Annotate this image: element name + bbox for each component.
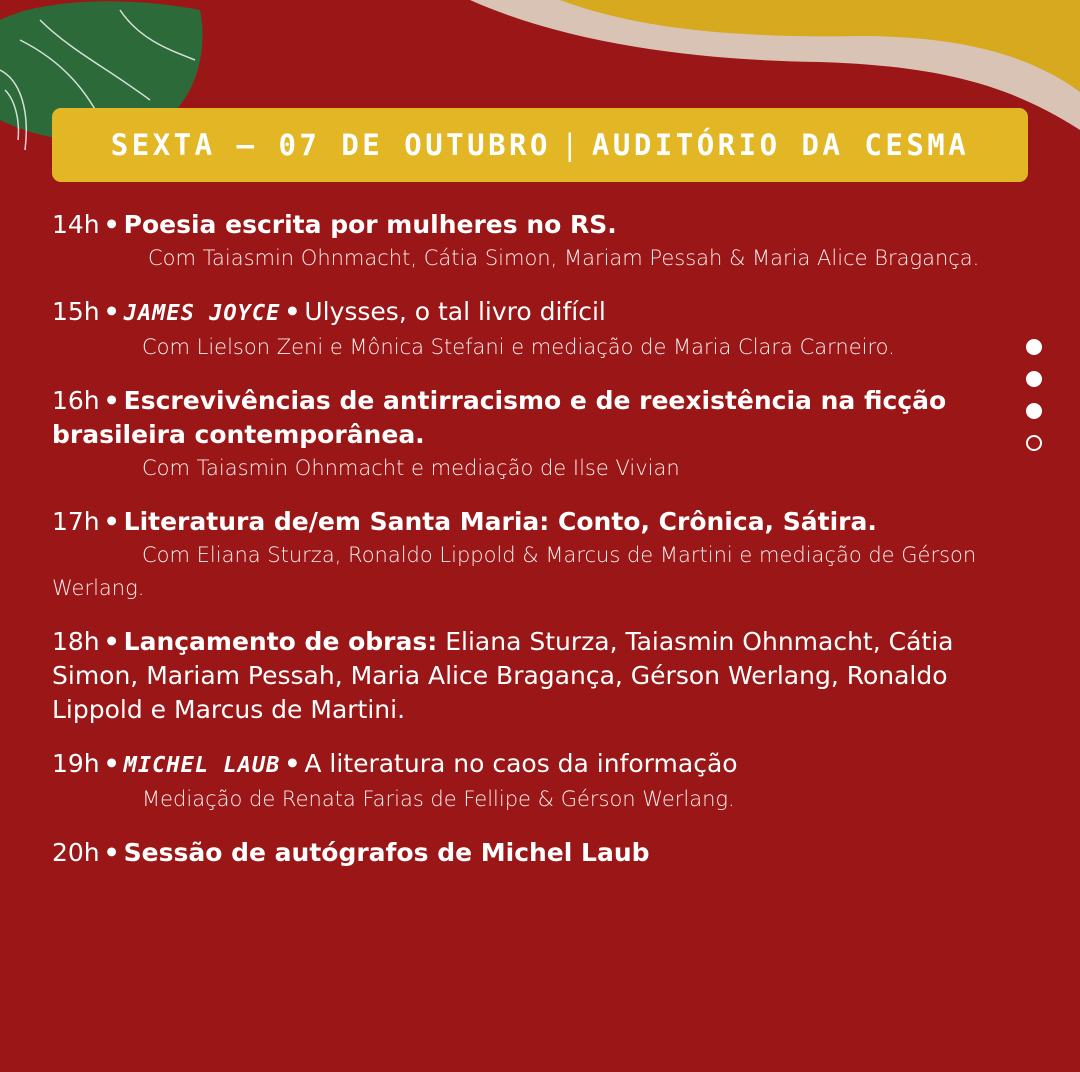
- pager-dot-2[interactable]: [1026, 371, 1042, 387]
- bullet-separator: •: [103, 297, 120, 326]
- event-time: 16h: [52, 386, 100, 415]
- header-day: SEXTA – 07 DE OUTUBRO: [110, 128, 551, 162]
- bullet-separator: •: [103, 749, 120, 778]
- event-16h: [52, 384, 1042, 485]
- pager-dot-3[interactable]: [1026, 403, 1042, 419]
- carousel-pager: [1024, 337, 1044, 457]
- event-18h: [52, 625, 1042, 727]
- event-subtitle: Ulysses, o tal livro difícil: [304, 297, 606, 326]
- event-detail: Com Eliana Sturza, Ronaldo Lippold & Marcus de Martini e mediação de Gérson Werlang.: [52, 543, 977, 600]
- header-title: [111, 128, 969, 162]
- event-speaker-name: MICHEL LAUB: [123, 753, 281, 778]
- bullet-separator: •: [103, 838, 120, 867]
- bullet-separator: •: [284, 749, 301, 778]
- event-speaker-name: JAMES JOYCE: [123, 301, 281, 326]
- bullet-separator: •: [103, 210, 120, 239]
- header-banner: [52, 108, 1028, 182]
- pager-dot-1[interactable]: [1026, 339, 1042, 355]
- event-14h: [52, 208, 1042, 275]
- event-title: Sessão de autógrafos de Michel Laub: [123, 838, 650, 867]
- bullet-separator: •: [103, 386, 120, 415]
- event-time: 20h: [52, 838, 100, 867]
- event-time: 15h: [52, 297, 100, 326]
- event-detail: Mediação de Renata Farias de Fellipe & Gérson Werlang.: [142, 787, 735, 811]
- bullet-separator: •: [103, 507, 120, 536]
- event-time: 17h: [52, 507, 100, 536]
- pager-dot-4-active[interactable]: [1026, 435, 1042, 451]
- event-detail: Com Taiasmin Ohnmacht, Cátia Simon, Mariam Pessah & Maria Alice Bragança.: [148, 246, 980, 270]
- event-17h: [52, 505, 1042, 605]
- bullet-separator: •: [103, 627, 120, 656]
- event-title: Literatura de/em Santa Maria: Conto, Crônica, Sátira.: [123, 507, 877, 536]
- event-subtitle: Eliana Sturza, Taiasmin Ohnmacht, Cátia Simon, Mariam Pessah, Maria Alice Bragança, Gérson Werlang, Ronaldo Lippold e Marcus de Martini.: [52, 627, 954, 724]
- event-detail: Com Taiasmin Ohnmacht e mediação de Ilse Vivian: [142, 456, 680, 480]
- event-20h: [52, 836, 1042, 870]
- event-detail: Com Lielson Zeni e Mônica Stefani e mediação de Maria Clara Carneiro.: [142, 335, 895, 359]
- header-separator: |: [560, 128, 582, 162]
- event-time: 14h: [52, 210, 100, 239]
- event-title: Lançamento de obras:: [123, 627, 438, 656]
- event-15h: [52, 295, 1042, 364]
- event-time: 18h: [52, 627, 100, 656]
- bullet-separator: •: [284, 297, 301, 326]
- event-schedule: [52, 208, 1042, 890]
- event-subtitle: A literatura no caos da informação: [304, 749, 738, 778]
- event-title: Escrevivências de antirracismo e de reexistência na ficção brasileira contemporânea.: [52, 386, 947, 449]
- event-time: 19h: [52, 749, 100, 778]
- event-19h: [52, 747, 1042, 816]
- event-title: Poesia escrita por mulheres no RS.: [123, 210, 617, 239]
- header-venue: AUDITÓRIO DA CESMA: [591, 128, 970, 162]
